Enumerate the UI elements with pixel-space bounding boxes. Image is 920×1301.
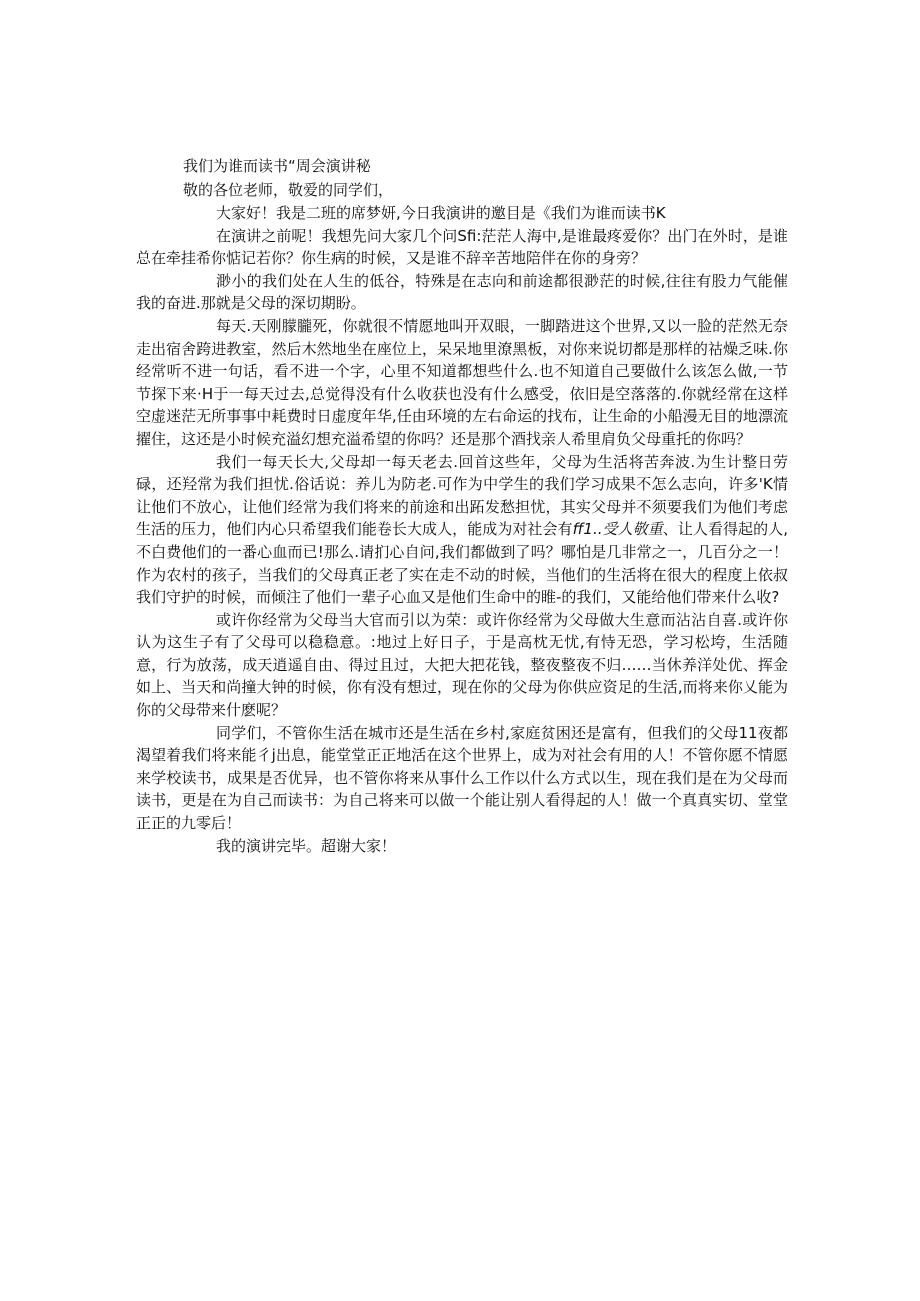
document-title: 我们为谁而读书“周会演讲秘 xyxy=(183,157,371,175)
paragraph-parents-aging-italic: ff1..受人敬重 xyxy=(572,520,663,539)
paragraph-questions: 在演讲之前呢！我想先问大家几个问Sfi:茫茫人海中,是谁最疼爱你？出门在外时，是谁总在牵挂希你惦记若你？你生病的时候，又是谁不辞辛苦地陪伴在你的身旁？ xyxy=(136,226,788,268)
paragraph-parents-hope: 渺小的我们处在人生的低谷，特殊是在志向和前途都很渺茫的时候,往往有股力气能催我的奋进.那就是父母的深切期盼。 xyxy=(136,271,788,313)
paragraph-daily-life: 每天.天刚朦朧死，你就很不情愿地叫开双眼，一脚踏进这个世界,又以一脸的茫然无奈走出宿舍跨进教室，然后木然地坐在座位上，呆呆地里潦黑板，对你来说切都是那样的祜燥乏味.你经常听不进一句话，看不进一个字，心里不知道都想些什么.也不知道自己要做什么该怎么做,一节节探下来·H于一每天过去,总觉得没有什么收获也没有什么感受，依旧是空落落的.你就经常在这样空虚迷茫无所事事中耗费时日虚度年华,任由环境的左右命运的找布，让生命的小船漫无目的地漂流擢住，这还是小时候充溢幻想充溢希望的你吗？还是那个酒找亲人希里肩负父母重托的你吗？ xyxy=(136,316,788,448)
greeting: 敬的各位老师，敬爱的同学们， xyxy=(183,181,394,199)
paragraph-parents-aging-part2: 、让人看得起的人,不白费他们的一番心血而已!那么.请扪心自问,我们都做到了吗？哪怕是几非常之一，几百分之一！作为农村的孩子，当我们的父母真正老了实在走不动的时候，当他们的生活将在很大的程度上依叔我们守护的时候，而倾注了他们一辈子心血又是他们生命中的睢-的我们，又能给他们带来什么收? xyxy=(136,520,788,607)
speech-document xyxy=(136,154,788,857)
paragraph-parents-aging-part1: 我们一每天长大,父母却一每天老去.回首这些年，父母为生活将苦奔波.为生计整日劳碌，还羟常为我们担忧.俗话说：养儿为防老.可作为中学生的我们学习成果不怎么志向，许多'K情让他们不放心，让他们经常为我们将来的前途和出跖发愁担忧，其实父母并不须要我们为他们考虑生活的压力，他们内心只希望我们能卷长大成人，能成为对社会有 xyxy=(136,452,788,539)
paragraph-closing: 我的演讲完毕。超谢大家！ xyxy=(216,836,397,855)
paragraph-pride: 或许你经常为父母当大官而引以为荣：或许你经常为父母做大生意而沾沾自喜.或许你认为这生子有了父母可以稳稳意。:地过上好日子，于是高枕无忧,有恃无恐，学习松垮，生活随意，行为放荡，成天逍遥自由、得过且过，大把大把花钱，整夜整夜不归……当休养洋处优、挥金如上、当天和尚撞大钟的时候，你有没有想过，现在你的父母为你供应资足的生活,而将来你乂能为你的父母带来什麽呢？ xyxy=(136,610,788,720)
paragraph-classmates: 同学们，不管你生活在城市还是生活在乡村,家庭贫困还是富有，但我们的父母11夜都渴望着我们将来能彳j出息，能堂堂正正地活在这个世界上，成为对社会有用的人！不管你愿不情愿来学校读书，成果是否优异，也不管你将来从事什么工作以什么方式以生，现在我们是在为父母而读书，更是在为自己而读书：为自己将来可以做一个能让别人看得起的人！做一个真真实切、堂堂正正的九零后！ xyxy=(136,723,788,833)
paragraph-parents-aging xyxy=(136,451,788,609)
paragraph-intro: 大家好！我是二班的席梦妍,今日我演讲的邀目是《我们为谁而读书K xyxy=(216,204,666,222)
